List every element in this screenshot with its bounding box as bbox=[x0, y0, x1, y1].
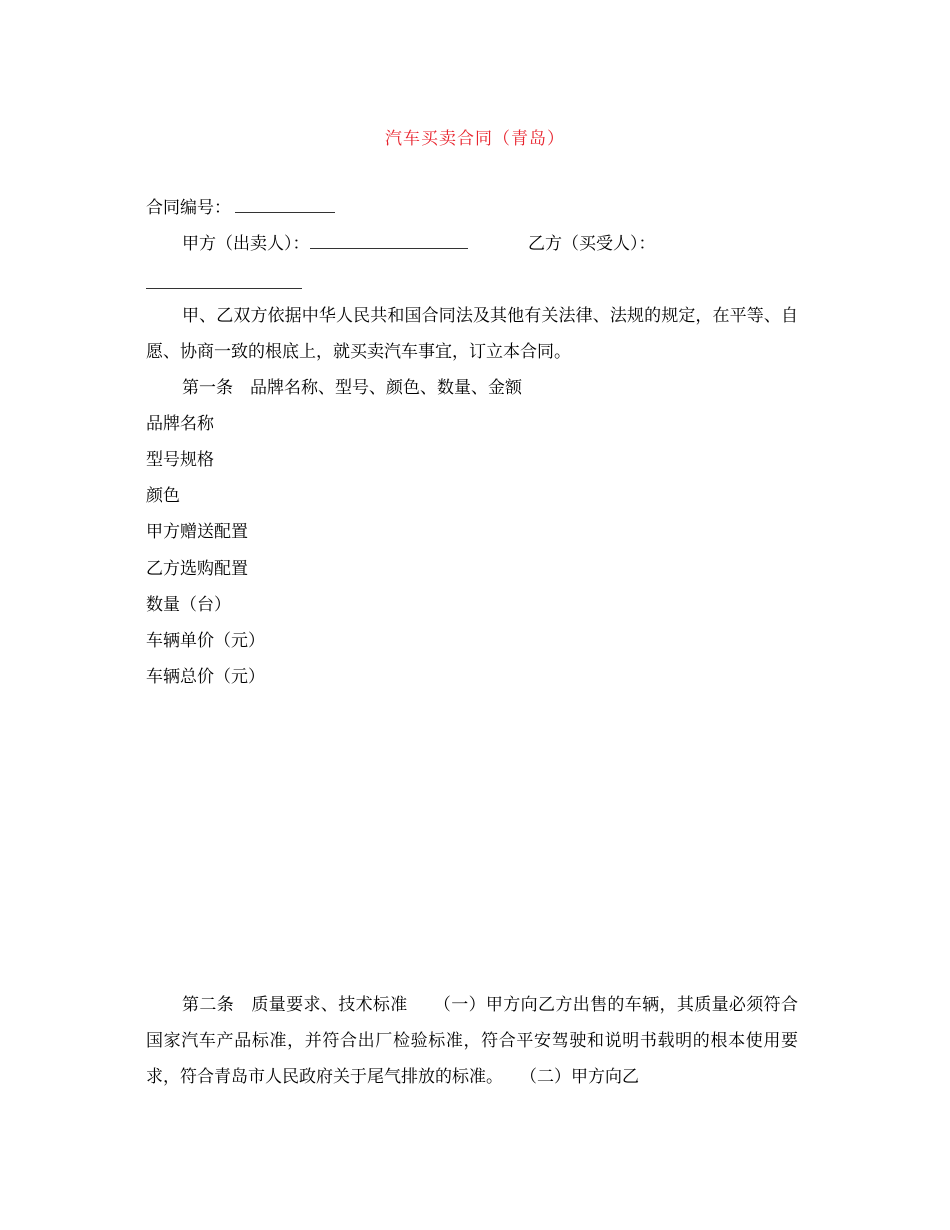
field-unit-price: 车辆单价（元） bbox=[146, 631, 265, 651]
party-a-line bbox=[182, 234, 468, 254]
contract-number-line bbox=[146, 198, 335, 218]
intro-paragraph: 甲、乙双方依据中华人民共和国合同法及其他有关法律、法规的规定，在平等、自愿、协商一致的根底上，就买卖汽车事宜，订立本合同。 bbox=[146, 306, 798, 362]
contract-number-label: 合同编号： bbox=[146, 198, 231, 218]
party-a-blank[interactable] bbox=[310, 234, 468, 249]
field-optional-config: 乙方选购配置 bbox=[146, 559, 248, 579]
party-b-blank[interactable] bbox=[146, 288, 302, 289]
party-b-line bbox=[528, 234, 656, 254]
article-1-title: 第一条 品牌名称、型号、颜色、数量、金额 bbox=[182, 378, 522, 398]
field-gift-config: 甲方赠送配置 bbox=[146, 522, 248, 542]
document-title: 汽车买卖合同（青岛） bbox=[385, 129, 565, 149]
field-quantity: 数量（台） bbox=[146, 595, 231, 615]
contract-number-blank[interactable] bbox=[235, 198, 335, 213]
party-a-label: 甲方（出卖人）： bbox=[182, 234, 310, 254]
field-total-price: 车辆总价（元） bbox=[146, 667, 265, 687]
party-b-label: 乙方（买受人）： bbox=[528, 234, 656, 254]
article-2-paragraph: 第二条 质量要求、技术标准 （一）甲方向乙方出售的车辆，其质量必须符合国家汽车产品标准，并符合出厂检验标准，符合平安驾驶和说明书载明的根本使用要求，符合青岛市人民政府关于尾气排放的标准。 （二）甲方向乙 bbox=[146, 995, 798, 1087]
field-model-spec: 型号规格 bbox=[146, 450, 214, 470]
field-brand-name: 品牌名称 bbox=[146, 414, 214, 434]
field-color: 颜色 bbox=[146, 486, 180, 506]
